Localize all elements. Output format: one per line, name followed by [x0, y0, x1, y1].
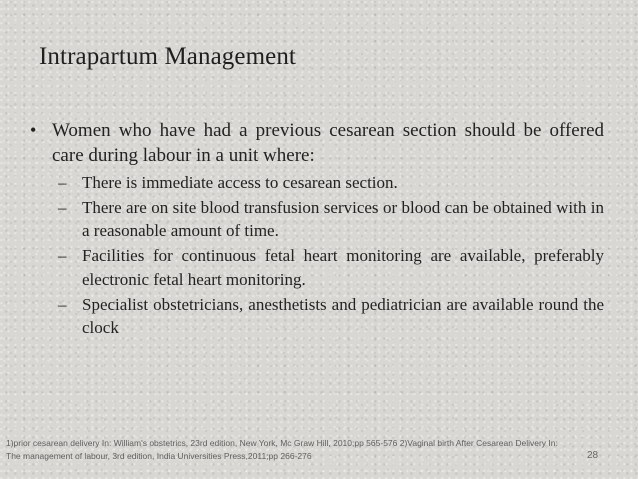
- slide-title: Intrapartum Management: [39, 43, 296, 70]
- sub-bullet-text: There is immediate access to cesarean section.: [82, 172, 398, 192]
- dash-icon: –: [58, 294, 67, 314]
- main-bullet: [30, 118, 604, 169]
- dash-icon: –: [58, 172, 67, 192]
- dash-icon: –: [58, 197, 67, 217]
- footer-reference: 1)prior cesarean delivery In: William's obstetrics, 23rd edition, New York, Mc Graw Hill, 2010;pp 565-576 2)Vaginal birth After Cesarean Delivery In: The management of labour, 3rd edition, India Universities Press,2011;pp 266-276: [6, 438, 558, 462]
- sub-bullet-list: [58, 171, 604, 340]
- sub-bullet-text: There are on site blood transfusion services or blood can be obtained with in a reasonable amount of time.: [82, 197, 604, 241]
- sub-bullet-text: Specialist obstetricians, anesthetists and pediatrician are available round the clock: [82, 294, 604, 338]
- sub-bullet-item: [58, 171, 604, 194]
- bullet-icon: •: [30, 120, 37, 140]
- sub-bullet-item: [58, 196, 604, 243]
- dash-icon: –: [58, 246, 67, 266]
- slide-content: [30, 118, 604, 340]
- main-bullet-text: Women who have had a previous cesarean section should be offered care during labour in a unit where:: [52, 120, 604, 167]
- sub-bullet-item: [58, 244, 604, 291]
- sub-bullet-text: Facilities for continuous fetal heart monitoring are available, preferably electronic fetal heart monitoring.: [82, 246, 604, 289]
- page-number: 28: [587, 450, 599, 461]
- sub-bullet-item: [58, 293, 604, 340]
